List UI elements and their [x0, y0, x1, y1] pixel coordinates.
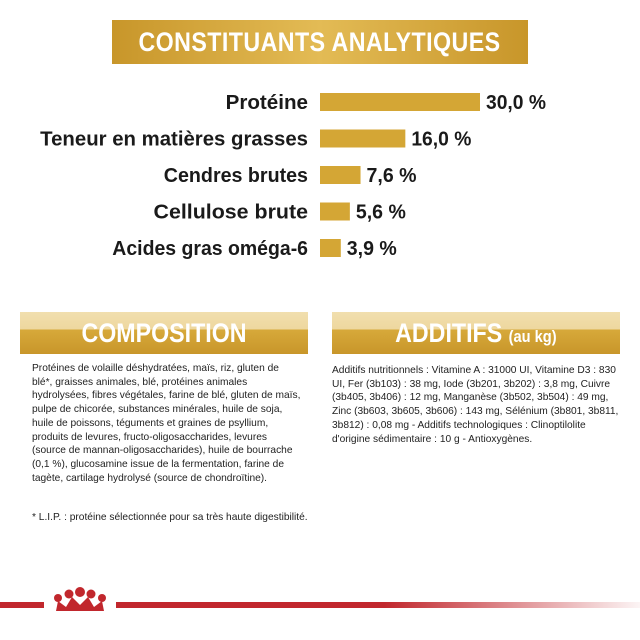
- analytical-chart: [0, 80, 640, 270]
- crown-icon: [44, 585, 116, 615]
- additifs-unit: (au kg): [508, 326, 557, 346]
- value-label: 30,0 %: [486, 92, 547, 114]
- composition-text: Protéines de volaille déshydratées, maïs, riz, gluten de blé*, graisses animales, blé, protéines animales hydrolysées, fibres végétales, farine de blé, gluten de maïs, pulpe de chicorée, substances minérales, huile de soja, huile de poissons, téguments et graines de psyllium, produits de levures, fructo-oligosaccharides, levures (source de mannan-oligosaccharides), huile de bourrache (0,1 %), glucosamine issue de la fermentation, farine de tagète, cartilage hydrolysé (source de chondroïtine).: [32, 363, 301, 484]
- bar: [320, 130, 405, 148]
- category-label: Acides gras oméga-6: [112, 238, 308, 260]
- header: [112, 20, 528, 64]
- category-label: Teneur en matières grasses: [40, 128, 308, 151]
- bar: [320, 239, 341, 257]
- value-label: 7,6 %: [366, 165, 417, 187]
- additifs-text: Additifs nutritionnels : Vitamine A : 31000 UI, Vitamine D3 : 830 UI, Fer (3b103) : 38 mg, Iode (3b201, 3b202) : 3,8 mg, Cuivre (3b405, 3b406) : 12 mg, Manganèse (3b502, 3b504) : 49 mg, Zinc (3b603, 3b605, 3b606) : 143 mg, Sélénium (3b801, 3b811, 3b812) : 0,08 mg - Additifs technologiques : Clinoptilolite d'origine sédimentaire : 10 g - Antioxygènes.: [332, 365, 619, 445]
- composition-title: COMPOSITION: [81, 317, 247, 348]
- page-title: CONSTITUANTS ANALYTIQUES: [138, 26, 502, 57]
- additifs-header: [332, 312, 620, 354]
- category-label: Cellulose brute: [153, 201, 308, 224]
- composition-header: [20, 312, 308, 354]
- bar: [320, 93, 480, 111]
- additifs-title: ADDITIFS: [395, 317, 503, 348]
- bar: [320, 203, 350, 221]
- value-label: 16,0 %: [411, 128, 472, 151]
- value-label: 3,9 %: [346, 238, 397, 260]
- category-label: Protéine: [225, 92, 308, 114]
- bar: [320, 166, 361, 184]
- footnote: * L.I.P. : protéine sélectionnée pour sa très haute digestibilité.: [32, 512, 308, 523]
- category-label: Cendres brutes: [163, 165, 308, 187]
- value-label: 5,6 %: [355, 201, 407, 224]
